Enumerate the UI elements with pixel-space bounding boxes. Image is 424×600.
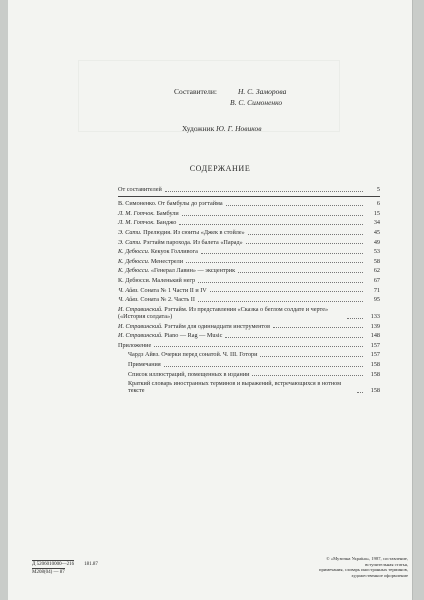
toc-entry	[118, 351, 380, 358]
toc-entry-text	[128, 361, 161, 368]
leader-dots	[246, 243, 363, 244]
toc-title: Прелюдия. Из сюиты «Джек в стойле»	[141, 228, 245, 236]
toc-entry	[118, 186, 380, 193]
toc-page-number: 34	[373, 219, 380, 227]
toc-author: И. Стравинский.	[118, 322, 163, 330]
toc-page-number: 133	[370, 312, 380, 320]
toc-divider	[118, 196, 380, 197]
toc-entry-text	[118, 277, 195, 284]
page	[8, 0, 413, 600]
toc-entry	[118, 258, 380, 265]
toc-entry-text	[118, 258, 183, 265]
toc-page-number: 67	[373, 276, 380, 284]
bbk-index: 181.87	[84, 562, 98, 567]
toc-entry-text	[118, 248, 198, 255]
toc-entry	[118, 210, 380, 217]
table-of-contents	[118, 186, 380, 397]
toc-author: К. Дебюсси.	[118, 267, 150, 275]
toc-title: От составителей	[118, 186, 162, 193]
toc-entry	[118, 267, 380, 274]
toc-page-number: 158	[370, 387, 380, 395]
toc-author: Э. Сати.	[118, 238, 142, 246]
toc-page-number: 58	[373, 257, 380, 265]
toc-page-number: 45	[373, 228, 380, 236]
compiler-name-2: В. С. Симоненко	[230, 98, 283, 107]
toc-title: Кекуок Голливога	[149, 248, 198, 256]
toc-entry	[118, 306, 380, 320]
toc-title: Краткий словарь иностранных терминов и выражений, встречающихся в нотном тексте	[128, 380, 342, 395]
toc-entry-text	[128, 351, 257, 358]
toc-author: Ч. Айвз.	[118, 286, 139, 294]
toc-author: Л. М. Готчок.	[118, 219, 155, 227]
artist-name: Ю. Г. Новиков	[216, 124, 262, 133]
toc-entry	[118, 229, 380, 236]
toc-entry	[118, 248, 380, 255]
compiler-name-1: Н. С. Заморова	[238, 87, 287, 96]
toc-title: К. Дебюсси. Маленький негр	[118, 276, 196, 284]
toc-author: Л. М. Готчок.	[118, 209, 155, 217]
leader-dots	[198, 301, 363, 302]
toc-entry-text	[118, 200, 223, 207]
leader-dots	[182, 215, 363, 216]
toc-entry-text	[128, 371, 249, 378]
toc-page-number: 158	[370, 370, 380, 378]
toc-entry	[118, 332, 380, 339]
toc-author: Ч. Айвз.	[118, 296, 139, 304]
toc-title: Список иллюстраций, помещенных в издании	[128, 370, 250, 378]
toc-entry	[118, 371, 380, 378]
toc-title: В. Симоненко. От бамбулы до рэгтайма	[118, 200, 223, 208]
toc-entry	[118, 323, 380, 330]
toc-entry-text	[118, 219, 176, 226]
toc-title: Банджо	[154, 219, 177, 227]
toc-entry	[118, 219, 380, 226]
leader-dots	[357, 392, 363, 393]
toc-author: Э. Сати.	[118, 228, 142, 236]
toc-title: «Генерал Лавин» — эксцентрик	[149, 267, 236, 275]
toc-title: Приложение	[118, 341, 152, 349]
artist-line	[182, 124, 262, 133]
leader-dots	[225, 337, 363, 338]
leader-dots	[260, 356, 363, 357]
catalog-code-2: М208(04) — 87	[32, 570, 65, 576]
toc-author: К. Дебюсси.	[118, 257, 150, 265]
toc-page-number: 53	[373, 248, 380, 256]
toc-title: Бамбули	[154, 209, 179, 217]
toc-page-number: 6	[376, 200, 380, 208]
leader-dots	[252, 375, 363, 376]
toc-title: Чардз Айвз. Очерки перед сонатой. Ч. III. Готори	[128, 351, 258, 359]
leader-dots	[186, 262, 363, 263]
toc-entry-text	[118, 186, 162, 193]
catalog-code: Д 5206010000—216	[32, 562, 75, 567]
leader-dots	[165, 191, 363, 192]
toc-entry	[118, 287, 380, 294]
toc-title: Рэгтайм парохода. Из балета «Парад»	[141, 238, 243, 246]
leader-dots	[238, 272, 363, 273]
leader-dots	[179, 224, 363, 225]
leader-dots	[198, 282, 363, 283]
leader-dots	[273, 327, 363, 328]
compilers-block	[174, 86, 286, 108]
toc-title: Piano — Rag — Music	[162, 332, 223, 340]
toc-page-number: 95	[373, 296, 380, 304]
toc-author: И. Стравинский.	[118, 332, 163, 340]
toc-entry-text	[128, 380, 354, 394]
toc-title: Примечания	[128, 360, 161, 368]
toc-entry-text	[118, 332, 222, 339]
toc-entry	[118, 200, 380, 207]
toc-title: Рэгтайм. Из представления «Сказка о беглом солдате и черте» («История солдата»)	[118, 305, 329, 320]
toc-entry	[118, 296, 380, 303]
toc-entry-text	[118, 306, 344, 320]
toc-title: Соната № 2. Часть II	[138, 296, 195, 304]
copyright-line: художественное оформление	[351, 572, 408, 578]
toc-entry-text	[118, 239, 243, 246]
toc-entry-text	[118, 210, 179, 217]
toc-entry-text	[118, 342, 151, 349]
toc-entry-text	[118, 267, 235, 274]
toc-page-number: 5	[376, 186, 380, 193]
toc-page-number: 62	[373, 267, 380, 275]
contents-heading: СОДЕРЖАНИЕ	[189, 164, 251, 173]
toc-page-number: 71	[373, 286, 380, 294]
toc-title: Рэгтайм для одиннадцати инструментов	[162, 322, 271, 330]
copyright-block	[294, 556, 408, 578]
artist-label: Художник	[182, 124, 215, 133]
leader-dots	[164, 366, 363, 367]
toc-entry-text	[118, 287, 207, 294]
toc-entry	[118, 277, 380, 284]
toc-entry-text	[118, 296, 195, 303]
copyright-line: вступительная статья,	[365, 561, 408, 567]
imprint-block	[32, 560, 98, 576]
toc-page-number: 157	[370, 341, 380, 349]
toc-page-number: 49	[373, 238, 380, 246]
toc-page-number: 139	[370, 322, 380, 330]
leader-dots	[226, 205, 363, 206]
copyright-line: примечания, словарь иностранных терминов,	[319, 567, 408, 573]
toc-page-number: 148	[370, 332, 380, 340]
toc-author: К. Дебюсси.	[118, 248, 150, 256]
copyright-line: © «Музична Україна», 1987, составление,	[326, 556, 408, 561]
leader-dots	[210, 291, 363, 292]
toc-entry-text	[118, 323, 270, 330]
leader-dots	[248, 234, 363, 235]
toc-title: Соната № 1 Части II и IV	[138, 286, 207, 294]
compilers-label: Составители:	[174, 87, 217, 96]
toc-entry	[118, 380, 380, 394]
leader-dots	[154, 346, 363, 347]
toc-page-number: 15	[373, 209, 380, 217]
leader-dots	[201, 253, 363, 254]
toc-entry	[118, 361, 380, 368]
toc-page-number: 157	[370, 351, 380, 359]
toc-author: И. Стравинский.	[118, 305, 163, 313]
toc-entry	[118, 239, 380, 246]
toc-entry-text	[118, 229, 245, 236]
toc-page-number: 158	[370, 360, 380, 368]
toc-entry	[118, 342, 380, 349]
leader-dots	[347, 318, 363, 319]
toc-title: Менестрели	[149, 257, 184, 265]
